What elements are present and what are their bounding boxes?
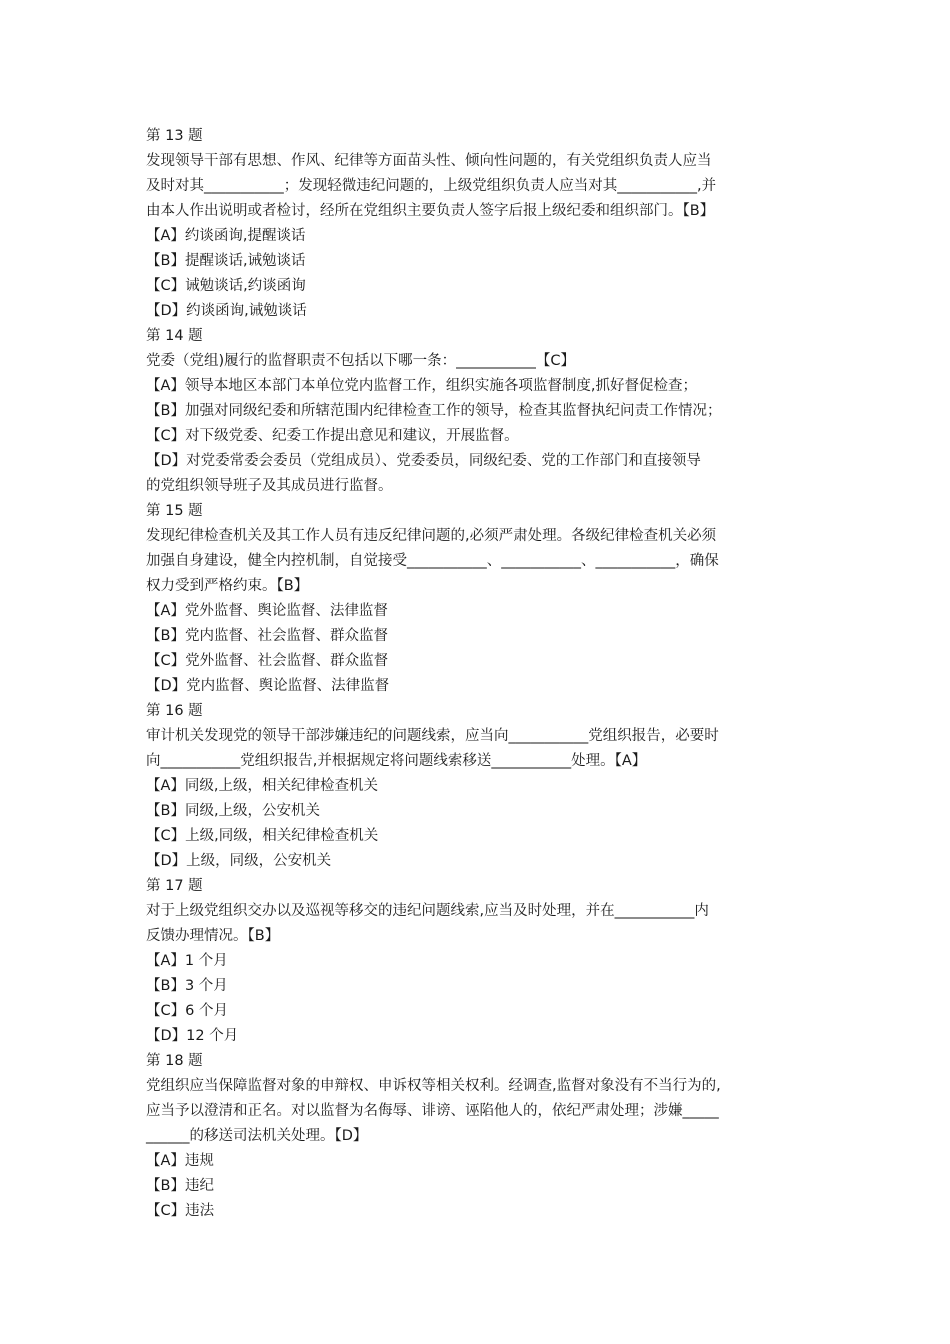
answer-option: 【D】约谈函询,诫勉谈话 bbox=[146, 303, 307, 319]
answer-option: 【D】上级，同级，公安机关 bbox=[146, 853, 332, 869]
answer-option: 【C】对下级党委、纪委工作提出意见和建议，开展监督。 bbox=[146, 428, 519, 444]
question-text-line: 应当予以澄清和正名。对以监督为名侮辱、诽谤、诬陷他人的，依纪严肃处理；涉嫌_____ bbox=[146, 1103, 719, 1119]
answer-option: 【B】提醒谈话,诫勉谈话 bbox=[146, 253, 306, 269]
question-block bbox=[146, 324, 810, 499]
answer-option: 【D】党内监督、舆论监督、法律监督 bbox=[146, 678, 390, 694]
answer-option: 【A】1 个月 bbox=[146, 953, 228, 969]
question-text-line: 对于上级党组织交办以及巡视等移交的违纪问题线索,应当及时处理，并在___________内 bbox=[146, 903, 709, 919]
question-block bbox=[146, 499, 810, 699]
answer-option: 【D】12 个月 bbox=[146, 1028, 239, 1044]
answer-option: 【B】加强对同级纪委和所辖范围内纪律检查工作的领导，检查其监督执纪问责工作情况； bbox=[146, 403, 722, 419]
question-heading: 第 14 题 bbox=[146, 328, 203, 344]
answer-option-continuation: 的党组织领导班子及其成员进行监督。 bbox=[146, 478, 393, 494]
answer-option: 【A】领导本地区本部门本单位党内监督工作，组织实施各项监督制度,抓好督促检查； bbox=[146, 378, 698, 394]
question-text-line: 反馈办理情况。【B】 bbox=[146, 928, 280, 944]
answer-option: 【C】6 个月 bbox=[146, 1003, 228, 1019]
answer-option: 【C】违法 bbox=[146, 1203, 215, 1219]
question-heading: 第 13 题 bbox=[146, 128, 203, 144]
question-text-line: 党组织应当保障监督对象的申辩权、申诉权等相关权利。经调查,监督对象没有不当行为的, bbox=[146, 1078, 721, 1094]
question-text-line: 向___________党组织报告,并根据规定将问题线索移送___________处理。【A】 bbox=[146, 753, 647, 769]
question-text-line: 审计机关发现党的领导干部涉嫌违纪的问题线索，应当向___________党组织报告，必要时 bbox=[146, 728, 719, 744]
question-block bbox=[146, 1049, 810, 1224]
question-text-line: 及时对其___________；发现轻微违纪问题的，上级党组织负责人应当对其___________,并 bbox=[146, 178, 717, 194]
answer-option: 【A】党外监督、舆论监督、法律监督 bbox=[146, 603, 388, 619]
document-page bbox=[146, 124, 810, 1224]
question-heading: 第 17 题 bbox=[146, 878, 203, 894]
question-text-line: 加强自身建设，健全内控机制，自觉接受___________、___________、___________，确保 bbox=[146, 553, 719, 569]
question-block bbox=[146, 124, 810, 324]
question-heading: 第 15 题 bbox=[146, 503, 203, 519]
answer-option: 【A】违规 bbox=[146, 1153, 214, 1169]
answer-option: 【A】同级,上级，相关纪律检查机关 bbox=[146, 778, 379, 794]
answer-option: 【B】3 个月 bbox=[146, 978, 228, 994]
answer-option: 【A】约谈函询,提醒谈话 bbox=[146, 228, 306, 244]
answer-option: 【B】党内监督、社会监督、群众监督 bbox=[146, 628, 388, 644]
question-text-line: 发现纪律检查机关及其工作人员有违反纪律问题的,必须严肃处理。各级纪律检查机关必须 bbox=[146, 528, 717, 544]
question-heading: 第 16 题 bbox=[146, 703, 203, 719]
question-text-line: 由本人作出说明或者检讨，经所在党组织主要负责人签字后报上级纪委和组织部门。【B】 bbox=[146, 203, 715, 219]
question-text-line: 发现领导干部有思想、作风、纪律等方面苗头性、倾向性问题的，有关党组织负责人应当 bbox=[146, 153, 712, 169]
answer-option: 【C】上级,同级，相关纪律检查机关 bbox=[146, 828, 379, 844]
question-heading: 第 18 题 bbox=[146, 1053, 203, 1069]
answer-option: 【B】同级,上级，公安机关 bbox=[146, 803, 321, 819]
question-text-line: ______的移送司法机关处理。【D】 bbox=[146, 1128, 368, 1144]
question-text-line: 党委（党组)履行的监督职责不包括以下哪一条：___________【C】 bbox=[146, 353, 576, 369]
answer-option: 【B】违纪 bbox=[146, 1178, 214, 1194]
question-text-line: 权力受到严格约束。【B】 bbox=[146, 578, 309, 594]
answer-option: 【C】诫勉谈话,约谈函询 bbox=[146, 278, 306, 294]
question-block bbox=[146, 874, 810, 1049]
answer-option: 【C】党外监督、社会监督、群众监督 bbox=[146, 653, 389, 669]
question-block bbox=[146, 699, 810, 874]
answer-option: 【D】对党委常委会委员（党组成员）、党委委员，同级纪委、党的工作部门和直接领导 bbox=[146, 453, 701, 469]
